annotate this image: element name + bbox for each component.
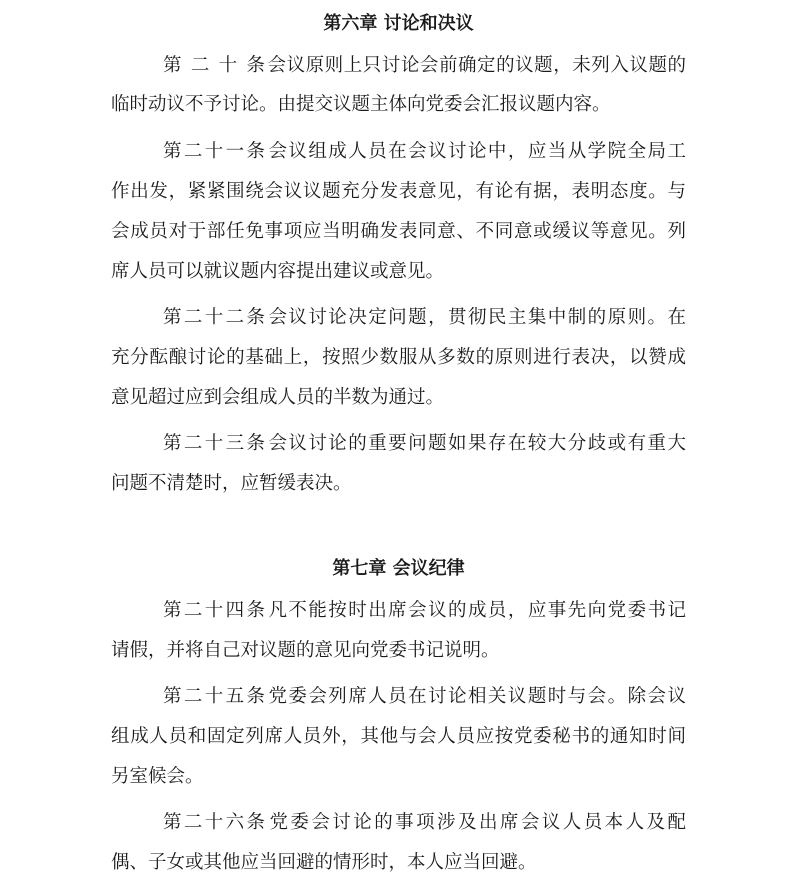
chapter-7-title: 第七章 会议纪律 [332,558,465,579]
article-label: 第二十条 [163,55,267,76]
article-line: 作出发，紧紧围绕会议议题充分发表意见，有论有据，表明态度。与 [111,181,686,202]
article-23 [111,431,686,457]
article-label: 第二十六条 [163,812,267,833]
article-label: 第二十一条 [163,141,267,162]
article-line: 意见超过应到会组成人员的半数为通过。 [111,387,445,408]
article-text: 会议原则上只讨论会前确定的议题，未列入议题的 [267,55,686,76]
article-line: 临时动议不予讨论。由提交议题主体向党委会汇报议题内容。 [111,94,611,115]
article-line: 充分酝酿讨论的基础上，按照少数服从多数的原则进行表决，以赞成 [111,347,686,368]
article-text: 会议讨论决定问题，贯彻民主集中制的原则。在 [267,307,686,328]
article-text: 凡不能按时出席会议的成员，应事先向党委书记 [267,600,686,621]
article-label: 第二十五条 [163,686,267,707]
article-line: 偶、子女或其他应当回避的情形时，本人应当回避。 [111,852,537,873]
article-text: 会议讨论的重要问题如果存在较大分歧或有重大 [267,433,686,454]
article-20 [111,53,686,79]
article-line: 会成员对于部任免事项应当明确发表同意、不同意或缓议等意见。列 [111,221,686,242]
article-line: 席人员可以就议题内容提出建议或意见。 [111,261,445,282]
article-label: 第二十四条 [163,600,267,621]
article-line: 问题不清楚时，应暂缓表决。 [111,473,352,494]
article-21 [111,139,686,165]
article-24 [111,598,686,624]
article-text: 会议组成人员在会议讨论中，应当从学院全局工 [267,141,686,162]
article-line: 组成人员和固定列席人员外，其他与会人员应按党委秘书的通知时间 [111,726,686,747]
article-text: 党委会列席人员在讨论相关议题时与会。除会议 [267,686,686,707]
article-line: 另室候会。 [111,766,204,787]
article-text: 党委会讨论的事项涉及出席会议人员本人及配 [267,812,686,833]
chapter-6-title: 第六章 讨论和决议 [323,13,474,34]
article-label: 第二十三条 [163,433,267,454]
article-25 [111,684,686,710]
article-26 [111,810,686,836]
article-line: 请假，并将自己对议题的意见向党委书记说明。 [111,640,500,661]
article-label: 第二十二条 [163,307,267,328]
article-22 [111,305,686,331]
